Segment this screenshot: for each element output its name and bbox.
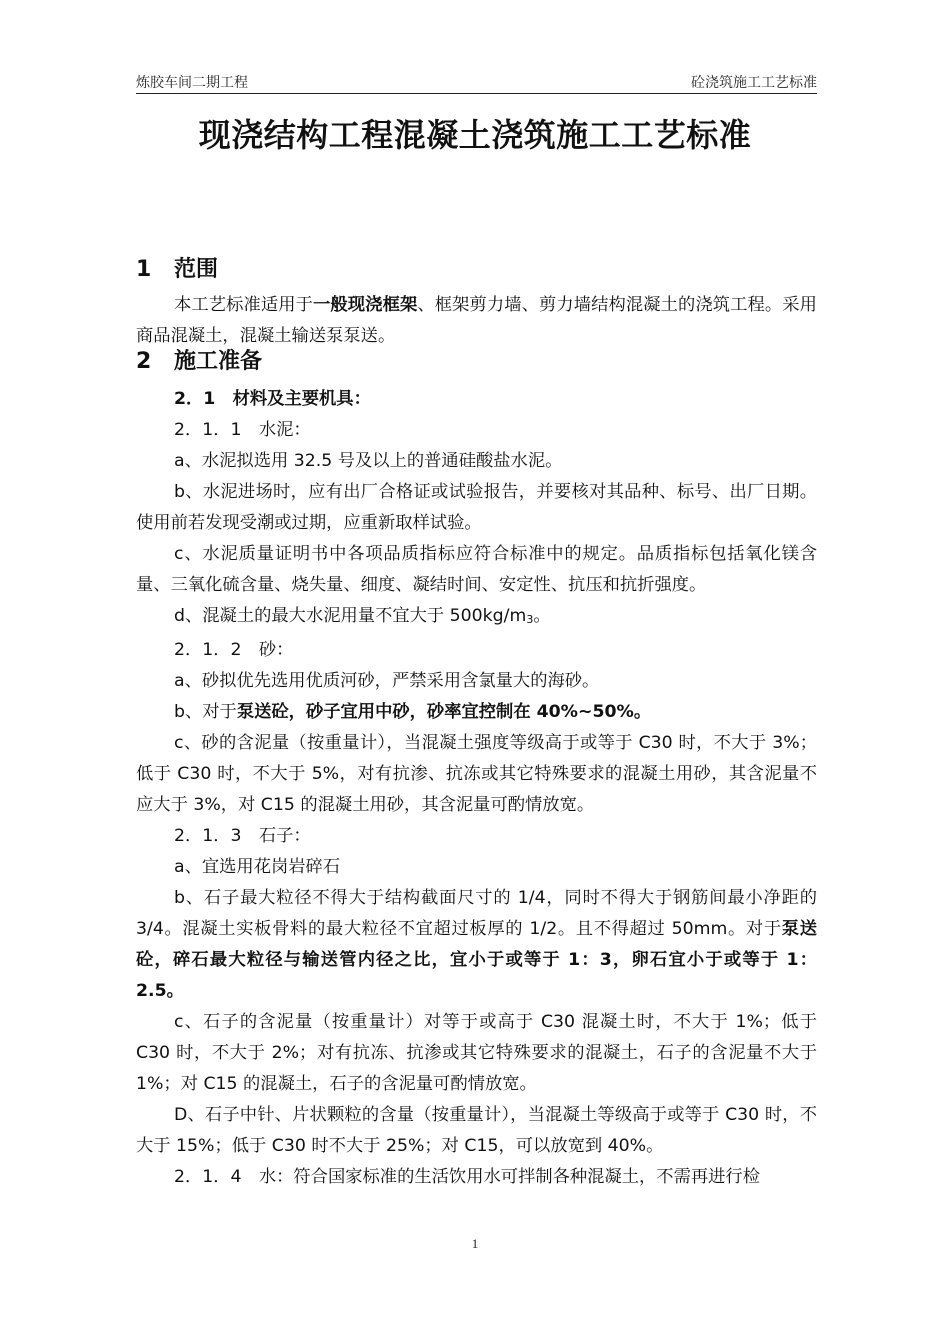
sand-item-c: c、砂的含泥量（按重量计），当混凝土强度等级高于或等于 C30 时，不大于 3%；低于 C30 时，不大于 5%，对有抗渗、抗冻或其它特殊要求的混凝土用砂，其含泥量不应大于 3%，对 C15 的混凝土用砂，其含泥量可酌情放宽。 <box>136 733 817 815</box>
sand-item-b <box>136 697 817 728</box>
stone-item-a: a、宜选用花岗岩碎石 <box>174 857 341 877</box>
bold-text-run: 一般现浇框架 <box>313 295 418 315</box>
section-2-heading <box>136 342 817 382</box>
page-header <box>136 70 817 94</box>
cement-item-c: c、水泥质量证明书中各项品质指标应符合标准中的规定。品质指标包括氧化镁含量、三氧化硫含量、烧失量、细度、凝结时间、安定性、抗压和抗折强度。 <box>136 544 817 595</box>
subsection-2-1-2-heading: 2．1．2 砂： <box>174 640 294 660</box>
subscript: 3 <box>526 613 534 626</box>
subsection-2-1-heading: 2．1 材料及主要机具： <box>174 389 371 409</box>
subsection-2-1-1-heading: 2．1．1 水泥： <box>174 420 311 440</box>
stone-item-d: D、石子中针、片状颗粒的含量（按重量计），当混凝土等级高于或等于 C30 时，不大于 15%；低于 C30 时不大于 25%；对 C15，可以放宽到 40%。 <box>136 1105 817 1156</box>
sand-item-a: a、砂拟优先选用优质河砂，严禁采用含氯量大的海砂。 <box>174 671 600 691</box>
header-document-name: 砼浇筑施工工艺标准 <box>691 75 817 91</box>
text-run: b、对于 <box>174 702 237 722</box>
page-number: 1 <box>471 1236 479 1251</box>
cement-item-d <box>136 601 817 635</box>
text-run: d、混凝土的最大水泥用量不宜大于 500kg/m <box>174 606 527 626</box>
header-project-name: 炼胶车间二期工程 <box>136 75 248 91</box>
header-divider <box>136 93 817 94</box>
section-title: 范围 <box>174 257 219 282</box>
document-title: 现浇结构工程混凝土浇筑施工工艺标准 <box>198 116 752 154</box>
bold-text-run: 泵送砼，砂子宜用中砂，砂率宜控制在 40%~50%。 <box>236 702 652 722</box>
document-body <box>136 250 817 1193</box>
bold-text-run: 泵送砼，碎石最大粒径与输送管内径之比，宜小于或等于 1：3，卵石宜小于或等于 1：2.5。 <box>136 919 817 1001</box>
text-run: 、框架剪力墙、剪力墙结构混凝土的浇筑工程。采用商品混凝土，混凝土输送泵泵送。 <box>136 295 817 346</box>
stone-item-b <box>136 883 817 1007</box>
text-run: 。 <box>533 606 551 626</box>
section-number: 2 <box>136 349 152 374</box>
section-number: 1 <box>136 257 152 282</box>
cement-item-a: a、水泥拟选用 32.5 号及以上的普通硅酸盐水泥。 <box>174 451 563 471</box>
section-title: 施工准备 <box>174 349 263 374</box>
text-run: b、石子最大粒径不得大于结构截面尺寸的 1/4，同时不得大于钢筋间最小净距的 3/4。混凝土实板骨料的最大粒径不宜超过板厚的 1/2。且不得超过 50mm。对于 <box>136 888 817 939</box>
stone-item-c: c、石子的含泥量（按重量计）对等于或高于 C30 混凝土时，不大于 1%；低于 C30 时，不大于 2%；对有抗冻、抗渗或其它特殊要求的混凝土，石子的含泥量不大于 1%；对 C15 的混凝土，石子的含泥量可酌情放宽。 <box>136 1012 817 1094</box>
cement-item-b: b、水泥进场时，应有出厂合格证或试验报告，并要核对其品种、标号、出厂日期。使用前若发现受潮或过期，应重新取样试验。 <box>136 482 817 533</box>
text-run: 本工艺标准适用于 <box>174 295 314 315</box>
water-item: 2．1．4 水：符合国家标准的生活饮用水可拌制各种混凝土，不需再进行检 <box>174 1167 760 1187</box>
subsection-2-1-3-heading: 2．1．3 石子： <box>174 826 311 846</box>
section-1-heading <box>136 250 817 290</box>
